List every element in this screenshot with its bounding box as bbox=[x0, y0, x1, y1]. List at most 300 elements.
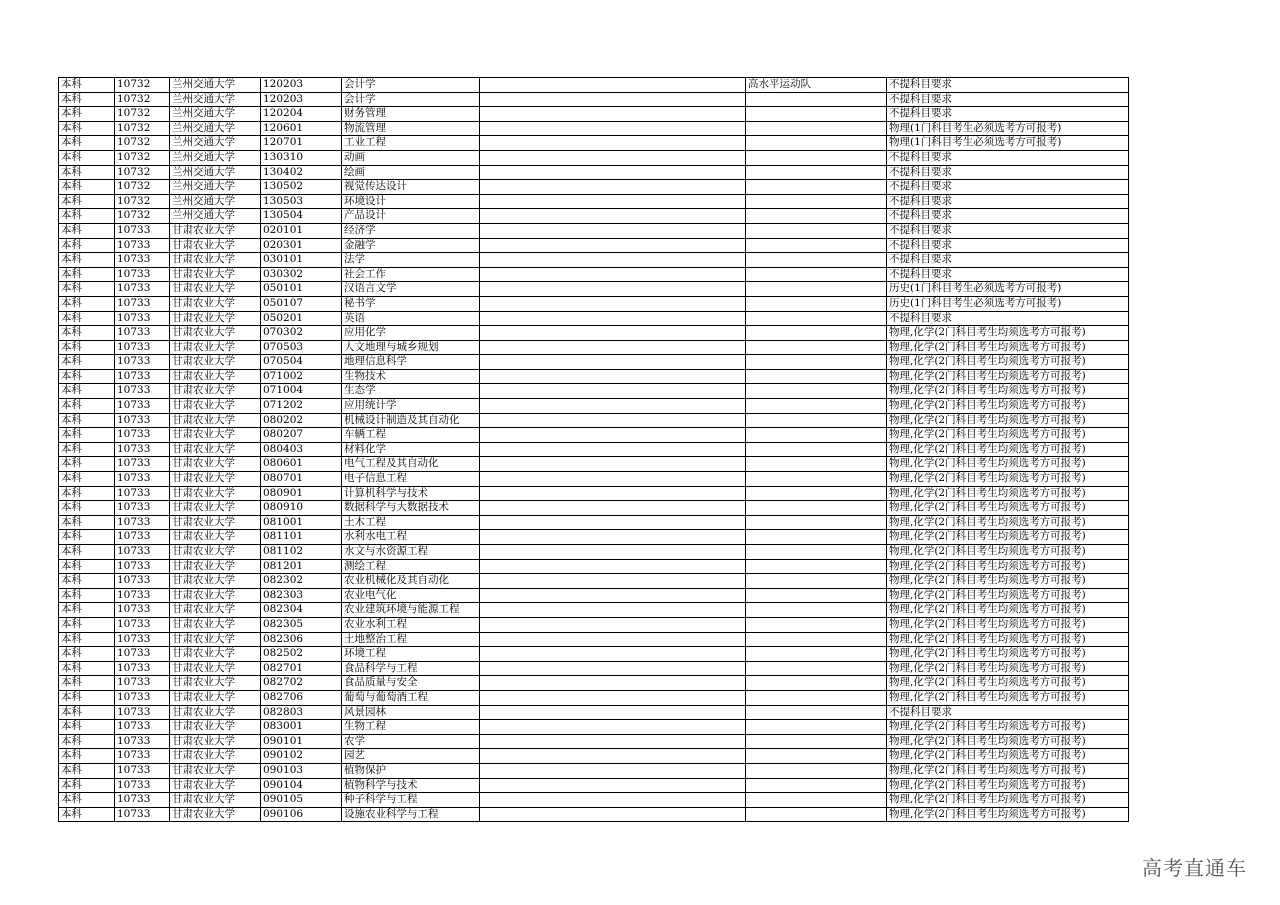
level-cell: 本科 bbox=[59, 574, 115, 589]
notes-cell bbox=[480, 355, 746, 370]
table-row bbox=[59, 326, 1129, 341]
notes-cell bbox=[480, 296, 746, 311]
table-row bbox=[59, 282, 1129, 297]
table-body bbox=[59, 78, 1129, 822]
table-row bbox=[59, 574, 1129, 589]
school-name-cell: 甘肃农业大学 bbox=[170, 472, 261, 487]
level-cell: 本科 bbox=[59, 457, 115, 472]
subject-requirement-cell: 不提科目要求 bbox=[887, 267, 1129, 282]
level-cell: 本科 bbox=[59, 661, 115, 676]
subject-requirement-cell: 物理,化学(2门科目考生均须选考方可报考) bbox=[887, 749, 1129, 764]
notes-cell bbox=[480, 793, 746, 808]
school-code-cell: 10733 bbox=[115, 661, 170, 676]
major-code-cell: 083001 bbox=[261, 720, 342, 735]
major-name-cell: 生态学 bbox=[342, 384, 480, 399]
school-name-cell: 甘肃农业大学 bbox=[170, 486, 261, 501]
table-row bbox=[59, 428, 1129, 443]
school-name-cell: 甘肃农业大学 bbox=[170, 501, 261, 516]
school-code-cell: 10733 bbox=[115, 515, 170, 530]
school-code-cell: 10733 bbox=[115, 457, 170, 472]
notes-cell bbox=[480, 311, 746, 326]
table-row bbox=[59, 501, 1129, 516]
subject-requirement-cell: 不提科目要求 bbox=[887, 253, 1129, 268]
subject-requirement-cell: 历史(1门科目考生必须选考方可报考) bbox=[887, 282, 1129, 297]
category-cell bbox=[746, 793, 887, 808]
school-code-cell: 10733 bbox=[115, 267, 170, 282]
major-code-cell: 080403 bbox=[261, 442, 342, 457]
table-row bbox=[59, 92, 1129, 107]
category-cell bbox=[746, 515, 887, 530]
category-cell bbox=[746, 296, 887, 311]
major-code-cell: 130503 bbox=[261, 194, 342, 209]
major-code-cell: 082304 bbox=[261, 603, 342, 618]
notes-cell bbox=[480, 603, 746, 618]
subject-requirement-cell: 不提科目要求 bbox=[887, 107, 1129, 122]
school-code-cell: 10733 bbox=[115, 763, 170, 778]
table-row bbox=[59, 413, 1129, 428]
subject-requirement-cell: 不提科目要求 bbox=[887, 223, 1129, 238]
major-code-cell: 130310 bbox=[261, 150, 342, 165]
table-row bbox=[59, 165, 1129, 180]
major-name-cell: 环境设计 bbox=[342, 194, 480, 209]
level-cell: 本科 bbox=[59, 778, 115, 793]
category-cell bbox=[746, 690, 887, 705]
major-name-cell: 应用化学 bbox=[342, 326, 480, 341]
category-cell bbox=[746, 574, 887, 589]
table-row bbox=[59, 472, 1129, 487]
table-row bbox=[59, 238, 1129, 253]
table-row bbox=[59, 763, 1129, 778]
category-cell bbox=[746, 311, 887, 326]
notes-cell bbox=[480, 690, 746, 705]
table-row bbox=[59, 253, 1129, 268]
school-name-cell: 甘肃农业大学 bbox=[170, 807, 261, 822]
major-name-cell: 汉语言文学 bbox=[342, 282, 480, 297]
level-cell: 本科 bbox=[59, 165, 115, 180]
major-name-cell: 动画 bbox=[342, 150, 480, 165]
major-name-cell: 农业水利工程 bbox=[342, 617, 480, 632]
subject-requirement-cell: 物理,化学(2门科目考生均须选考方可报考) bbox=[887, 413, 1129, 428]
level-cell: 本科 bbox=[59, 194, 115, 209]
notes-cell bbox=[480, 545, 746, 560]
school-name-cell: 兰州交通大学 bbox=[170, 78, 261, 93]
school-name-cell: 兰州交通大学 bbox=[170, 92, 261, 107]
table-row bbox=[59, 617, 1129, 632]
school-name-cell: 甘肃农业大学 bbox=[170, 603, 261, 618]
level-cell: 本科 bbox=[59, 749, 115, 764]
major-code-cell: 120701 bbox=[261, 136, 342, 151]
notes-cell bbox=[480, 807, 746, 822]
category-cell bbox=[746, 223, 887, 238]
major-name-cell: 数据科学与大数据技术 bbox=[342, 501, 480, 516]
major-code-cell: 130502 bbox=[261, 180, 342, 195]
table-row bbox=[59, 632, 1129, 647]
school-code-cell: 10733 bbox=[115, 647, 170, 662]
table-row bbox=[59, 442, 1129, 457]
school-name-cell: 甘肃农业大学 bbox=[170, 705, 261, 720]
school-code-cell: 10733 bbox=[115, 369, 170, 384]
table-row bbox=[59, 690, 1129, 705]
school-name-cell: 甘肃农业大学 bbox=[170, 326, 261, 341]
major-name-cell: 人文地理与城乡规划 bbox=[342, 340, 480, 355]
category-cell bbox=[746, 165, 887, 180]
major-name-cell: 生物工程 bbox=[342, 720, 480, 735]
level-cell: 本科 bbox=[59, 369, 115, 384]
category-cell bbox=[746, 355, 887, 370]
major-code-cell: 120203 bbox=[261, 92, 342, 107]
school-code-cell: 10733 bbox=[115, 632, 170, 647]
major-code-cell: 080207 bbox=[261, 428, 342, 443]
major-name-cell: 园艺 bbox=[342, 749, 480, 764]
school-name-cell: 兰州交通大学 bbox=[170, 150, 261, 165]
level-cell: 本科 bbox=[59, 515, 115, 530]
notes-cell bbox=[480, 515, 746, 530]
school-name-cell: 甘肃农业大学 bbox=[170, 384, 261, 399]
major-name-cell: 土地整治工程 bbox=[342, 632, 480, 647]
subject-requirement-cell: 物理,化学(2门科目考生均须选考方可报考) bbox=[887, 486, 1129, 501]
notes-cell bbox=[480, 399, 746, 414]
school-code-cell: 10733 bbox=[115, 501, 170, 516]
category-cell bbox=[746, 617, 887, 632]
subject-requirement-cell: 物理,化学(2门科目考生均须选考方可报考) bbox=[887, 778, 1129, 793]
table-row bbox=[59, 559, 1129, 574]
school-code-cell: 10733 bbox=[115, 705, 170, 720]
subject-requirement-cell: 物理,化学(2门科目考生均须选考方可报考) bbox=[887, 720, 1129, 735]
category-cell bbox=[746, 472, 887, 487]
category-cell bbox=[746, 632, 887, 647]
table-row bbox=[59, 749, 1129, 764]
notes-cell bbox=[480, 180, 746, 195]
category-cell bbox=[746, 180, 887, 195]
level-cell: 本科 bbox=[59, 690, 115, 705]
subject-requirement-cell: 物理,化学(2门科目考生均须选考方可报考) bbox=[887, 340, 1129, 355]
major-name-cell: 经济学 bbox=[342, 223, 480, 238]
category-cell bbox=[746, 282, 887, 297]
notes-cell bbox=[480, 661, 746, 676]
school-code-cell: 10733 bbox=[115, 399, 170, 414]
table-row bbox=[59, 647, 1129, 662]
major-code-cell: 020101 bbox=[261, 223, 342, 238]
school-name-cell: 兰州交通大学 bbox=[170, 136, 261, 151]
major-name-cell: 法学 bbox=[342, 253, 480, 268]
notes-cell bbox=[480, 121, 746, 136]
major-code-cell: 050101 bbox=[261, 282, 342, 297]
subject-requirement-cell: 物理(1门科目考生必须选考方可报考) bbox=[887, 136, 1129, 151]
school-code-cell: 10733 bbox=[115, 617, 170, 632]
subject-requirement-cell: 物理,化学(2门科目考生均须选考方可报考) bbox=[887, 399, 1129, 414]
notes-cell bbox=[480, 676, 746, 691]
school-code-cell: 10733 bbox=[115, 223, 170, 238]
level-cell: 本科 bbox=[59, 413, 115, 428]
notes-cell bbox=[480, 413, 746, 428]
subject-requirement-cell: 不提科目要求 bbox=[887, 238, 1129, 253]
major-name-cell: 农业机械化及其自动化 bbox=[342, 574, 480, 589]
school-name-cell: 甘肃农业大学 bbox=[170, 559, 261, 574]
major-code-cell: 080701 bbox=[261, 472, 342, 487]
major-name-cell: 设施农业科学与工程 bbox=[342, 807, 480, 822]
school-code-cell: 10732 bbox=[115, 209, 170, 224]
school-name-cell: 兰州交通大学 bbox=[170, 107, 261, 122]
level-cell: 本科 bbox=[59, 267, 115, 282]
major-code-cell: 070503 bbox=[261, 340, 342, 355]
category-cell bbox=[746, 545, 887, 560]
category-cell bbox=[746, 92, 887, 107]
school-name-cell: 甘肃农业大学 bbox=[170, 617, 261, 632]
school-name-cell: 兰州交通大学 bbox=[170, 194, 261, 209]
level-cell: 本科 bbox=[59, 807, 115, 822]
level-cell: 本科 bbox=[59, 793, 115, 808]
school-code-cell: 10733 bbox=[115, 588, 170, 603]
subject-requirement-cell: 历史(1门科目考生必须选考方可报考) bbox=[887, 296, 1129, 311]
category-cell bbox=[746, 384, 887, 399]
major-name-cell: 计算机科学与技术 bbox=[342, 486, 480, 501]
major-name-cell: 测绘工程 bbox=[342, 559, 480, 574]
watermark-text: 高考直通车 bbox=[1142, 856, 1247, 880]
major-code-cell: 082302 bbox=[261, 574, 342, 589]
major-code-cell: 020301 bbox=[261, 238, 342, 253]
major-name-cell: 植物科学与技术 bbox=[342, 778, 480, 793]
level-cell: 本科 bbox=[59, 136, 115, 151]
notes-cell bbox=[480, 647, 746, 662]
category-cell bbox=[746, 676, 887, 691]
subject-requirement-cell: 物理,化学(2门科目考生均须选考方可报考) bbox=[887, 515, 1129, 530]
major-code-cell: 081001 bbox=[261, 515, 342, 530]
school-name-cell: 甘肃农业大学 bbox=[170, 399, 261, 414]
school-code-cell: 10733 bbox=[115, 676, 170, 691]
major-code-cell: 130402 bbox=[261, 165, 342, 180]
table-row bbox=[59, 603, 1129, 618]
school-code-cell: 10733 bbox=[115, 442, 170, 457]
category-cell bbox=[746, 136, 887, 151]
major-name-cell: 应用统计学 bbox=[342, 399, 480, 414]
table-row bbox=[59, 530, 1129, 545]
school-name-cell: 甘肃农业大学 bbox=[170, 763, 261, 778]
subject-requirement-cell: 物理,化学(2门科目考生均须选考方可报考) bbox=[887, 559, 1129, 574]
category-cell bbox=[746, 588, 887, 603]
category-cell bbox=[746, 734, 887, 749]
major-code-cell: 090105 bbox=[261, 793, 342, 808]
major-name-cell: 生物技术 bbox=[342, 369, 480, 384]
major-name-cell: 金融学 bbox=[342, 238, 480, 253]
table-row bbox=[59, 121, 1129, 136]
school-name-cell: 甘肃农业大学 bbox=[170, 340, 261, 355]
subject-requirement-cell: 物理,化学(2门科目考生均须选考方可报考) bbox=[887, 661, 1129, 676]
major-name-cell: 机械设计制造及其自动化 bbox=[342, 413, 480, 428]
admission-subject-table bbox=[58, 77, 1129, 822]
school-name-cell: 甘肃农业大学 bbox=[170, 793, 261, 808]
major-code-cell: 070504 bbox=[261, 355, 342, 370]
subject-requirement-cell: 物理,化学(2门科目考生均须选考方可报考) bbox=[887, 355, 1129, 370]
category-cell bbox=[746, 530, 887, 545]
school-name-cell: 甘肃农业大学 bbox=[170, 676, 261, 691]
table-row bbox=[59, 78, 1129, 93]
notes-cell bbox=[480, 150, 746, 165]
school-name-cell: 兰州交通大学 bbox=[170, 180, 261, 195]
category-cell bbox=[746, 238, 887, 253]
subject-requirement-cell: 不提科目要求 bbox=[887, 180, 1129, 195]
subject-requirement-cell: 不提科目要求 bbox=[887, 194, 1129, 209]
level-cell: 本科 bbox=[59, 340, 115, 355]
subject-requirement-cell: 物理,化学(2门科目考生均须选考方可报考) bbox=[887, 647, 1129, 662]
subject-requirement-cell: 物理,化学(2门科目考生均须选考方可报考) bbox=[887, 472, 1129, 487]
school-code-cell: 10733 bbox=[115, 486, 170, 501]
level-cell: 本科 bbox=[59, 296, 115, 311]
major-code-cell: 082803 bbox=[261, 705, 342, 720]
school-name-cell: 甘肃农业大学 bbox=[170, 413, 261, 428]
major-name-cell: 会计学 bbox=[342, 92, 480, 107]
subject-requirement-cell: 物理,化学(2门科目考生均须选考方可报考) bbox=[887, 676, 1129, 691]
subject-requirement-cell: 物理,化学(2门科目考生均须选考方可报考) bbox=[887, 734, 1129, 749]
subject-requirement-cell: 不提科目要求 bbox=[887, 150, 1129, 165]
school-name-cell: 甘肃农业大学 bbox=[170, 661, 261, 676]
major-code-cell: 081201 bbox=[261, 559, 342, 574]
table-row bbox=[59, 296, 1129, 311]
school-code-cell: 10733 bbox=[115, 749, 170, 764]
school-code-cell: 10733 bbox=[115, 253, 170, 268]
category-cell bbox=[746, 107, 887, 122]
school-name-cell: 甘肃农业大学 bbox=[170, 749, 261, 764]
major-name-cell: 英语 bbox=[342, 311, 480, 326]
table-row bbox=[59, 457, 1129, 472]
table-row bbox=[59, 705, 1129, 720]
major-name-cell: 土木工程 bbox=[342, 515, 480, 530]
school-code-cell: 10733 bbox=[115, 311, 170, 326]
school-name-cell: 甘肃农业大学 bbox=[170, 778, 261, 793]
major-code-cell: 082701 bbox=[261, 661, 342, 676]
level-cell: 本科 bbox=[59, 223, 115, 238]
level-cell: 本科 bbox=[59, 617, 115, 632]
school-name-cell: 甘肃农业大学 bbox=[170, 545, 261, 560]
category-cell bbox=[746, 253, 887, 268]
level-cell: 本科 bbox=[59, 253, 115, 268]
table-row bbox=[59, 778, 1129, 793]
subject-requirement-cell: 物理,化学(2门科目考生均须选考方可报考) bbox=[887, 545, 1129, 560]
level-cell: 本科 bbox=[59, 545, 115, 560]
major-name-cell: 工业工程 bbox=[342, 136, 480, 151]
major-name-cell: 绘画 bbox=[342, 165, 480, 180]
notes-cell bbox=[480, 326, 746, 341]
school-code-cell: 10733 bbox=[115, 734, 170, 749]
category-cell bbox=[746, 399, 887, 414]
category-cell bbox=[746, 749, 887, 764]
notes-cell bbox=[480, 617, 746, 632]
category-cell bbox=[746, 121, 887, 136]
school-name-cell: 甘肃农业大学 bbox=[170, 296, 261, 311]
school-code-cell: 10732 bbox=[115, 150, 170, 165]
level-cell: 本科 bbox=[59, 238, 115, 253]
major-code-cell: 090102 bbox=[261, 749, 342, 764]
subject-requirement-cell: 物理,化学(2门科目考生均须选考方可报考) bbox=[887, 442, 1129, 457]
subject-requirement-cell: 物理,化学(2门科目考生均须选考方可报考) bbox=[887, 501, 1129, 516]
category-cell bbox=[746, 720, 887, 735]
school-code-cell: 10732 bbox=[115, 194, 170, 209]
notes-cell bbox=[480, 223, 746, 238]
subject-requirement-cell: 物理,化学(2门科目考生均须选考方可报考) bbox=[887, 588, 1129, 603]
school-name-cell: 甘肃农业大学 bbox=[170, 369, 261, 384]
category-cell bbox=[746, 369, 887, 384]
category-cell bbox=[746, 559, 887, 574]
school-name-cell: 甘肃农业大学 bbox=[170, 720, 261, 735]
level-cell: 本科 bbox=[59, 676, 115, 691]
level-cell: 本科 bbox=[59, 472, 115, 487]
level-cell: 本科 bbox=[59, 559, 115, 574]
major-name-cell: 农学 bbox=[342, 734, 480, 749]
table-row bbox=[59, 180, 1129, 195]
level-cell: 本科 bbox=[59, 326, 115, 341]
table-row bbox=[59, 486, 1129, 501]
school-code-cell: 10733 bbox=[115, 690, 170, 705]
major-name-cell: 产品设计 bbox=[342, 209, 480, 224]
major-code-cell: 120204 bbox=[261, 107, 342, 122]
major-code-cell: 082706 bbox=[261, 690, 342, 705]
major-code-cell: 082306 bbox=[261, 632, 342, 647]
school-name-cell: 甘肃农业大学 bbox=[170, 442, 261, 457]
major-code-cell: 082502 bbox=[261, 647, 342, 662]
major-code-cell: 082702 bbox=[261, 676, 342, 691]
subject-requirement-cell: 不提科目要求 bbox=[887, 165, 1129, 180]
school-code-cell: 10733 bbox=[115, 428, 170, 443]
notes-cell bbox=[480, 136, 746, 151]
table-row bbox=[59, 223, 1129, 238]
category-cell bbox=[746, 340, 887, 355]
category-cell bbox=[746, 501, 887, 516]
major-name-cell: 秘书学 bbox=[342, 296, 480, 311]
notes-cell bbox=[480, 457, 746, 472]
category-cell bbox=[746, 326, 887, 341]
level-cell: 本科 bbox=[59, 384, 115, 399]
major-code-cell: 030101 bbox=[261, 253, 342, 268]
school-code-cell: 10733 bbox=[115, 530, 170, 545]
table-row bbox=[59, 545, 1129, 560]
school-code-cell: 10732 bbox=[115, 107, 170, 122]
table-row bbox=[59, 588, 1129, 603]
notes-cell bbox=[480, 340, 746, 355]
school-name-cell: 兰州交通大学 bbox=[170, 165, 261, 180]
category-cell bbox=[746, 763, 887, 778]
major-name-cell: 物流管理 bbox=[342, 121, 480, 136]
level-cell: 本科 bbox=[59, 647, 115, 662]
major-name-cell: 种子科学与工程 bbox=[342, 793, 480, 808]
major-code-cell: 050201 bbox=[261, 311, 342, 326]
school-code-cell: 10733 bbox=[115, 603, 170, 618]
level-cell: 本科 bbox=[59, 355, 115, 370]
school-name-cell: 甘肃农业大学 bbox=[170, 282, 261, 297]
major-code-cell: 120203 bbox=[261, 78, 342, 93]
category-cell bbox=[746, 647, 887, 662]
level-cell: 本科 bbox=[59, 121, 115, 136]
school-code-cell: 10733 bbox=[115, 807, 170, 822]
school-code-cell: 10732 bbox=[115, 121, 170, 136]
level-cell: 本科 bbox=[59, 632, 115, 647]
school-name-cell: 甘肃农业大学 bbox=[170, 647, 261, 662]
school-name-cell: 甘肃农业大学 bbox=[170, 690, 261, 705]
major-name-cell: 社会工作 bbox=[342, 267, 480, 282]
table-row bbox=[59, 793, 1129, 808]
major-code-cell: 071004 bbox=[261, 384, 342, 399]
table-row bbox=[59, 720, 1129, 735]
category-cell bbox=[746, 661, 887, 676]
table-row bbox=[59, 369, 1129, 384]
school-name-cell: 甘肃农业大学 bbox=[170, 428, 261, 443]
table-row bbox=[59, 515, 1129, 530]
level-cell: 本科 bbox=[59, 588, 115, 603]
level-cell: 本科 bbox=[59, 763, 115, 778]
school-name-cell: 甘肃农业大学 bbox=[170, 238, 261, 253]
table-row bbox=[59, 136, 1129, 151]
school-code-cell: 10733 bbox=[115, 793, 170, 808]
notes-cell bbox=[480, 442, 746, 457]
table-row bbox=[59, 209, 1129, 224]
